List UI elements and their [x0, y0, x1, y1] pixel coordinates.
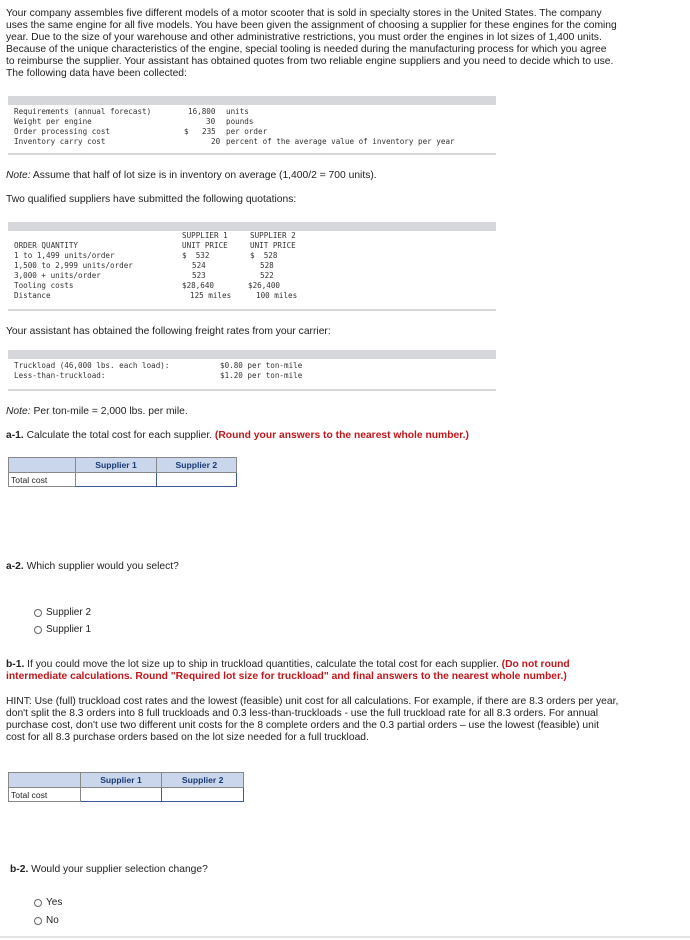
intro-line: to reimburse the supplier. Your assistant has obtained quotes from two reliable engine suppliers and you need to decide which to use.	[6, 56, 614, 67]
quote-header-supplier2: SUPPLIER 2	[250, 231, 296, 240]
question-b1-line2: intermediate calculations. Round "Required lot size for truckload" and final answers to the nearest whole number.)	[6, 671, 567, 682]
total-cost-supplier1-cell	[76, 473, 156, 487]
radio-option-no[interactable]	[34, 915, 59, 927]
quote-row-label: 1,500 to 2,999 units/order	[14, 261, 133, 270]
quote-row-s2: $ 528	[250, 251, 278, 260]
quote-row-label: 1 to 1,499 units/order	[14, 251, 115, 260]
quote-row-label: Distance	[14, 291, 51, 300]
note-ton-mile	[6, 406, 188, 418]
answer-table-a1	[8, 457, 237, 487]
hint-line: don't split the 8.3 orders into 8 full truckloads and 0.3 less-than-truckloads - use the full truckload rate for all 8.3 orders. For annual	[6, 708, 599, 719]
quote-header-unit-price: UNIT PRICE	[182, 241, 228, 250]
intro-line: The following data have been collected:	[6, 68, 187, 79]
question-a2	[6, 561, 179, 573]
question-text: If you could move the lot size up to ship in truckload quantities, calculate the total cost for each supplier.	[24, 659, 502, 670]
intro-line: Because of the unique characteristics of the engine, special tooling is needed during the manufacturing process for which you agree	[6, 44, 607, 55]
question-a1	[6, 430, 469, 442]
radio-circle[interactable]	[34, 899, 42, 907]
freight-label: Less-than-truckload:	[14, 371, 106, 380]
intro-line: year. Due to the size of your warehouse and other administrative restrictions, you must order the engines in lot sizes of 1,400 units.	[6, 32, 602, 43]
question-instruction: (Do not round	[501, 659, 570, 670]
freight-value: $0.80 per ton-mile	[220, 361, 303, 370]
quote-row-s1: 523	[192, 271, 206, 280]
quotations-table	[8, 222, 496, 311]
column-header-supplier2: Supplier 2	[162, 773, 244, 788]
radio-label: Supplier 1	[46, 624, 92, 635]
freight-table	[8, 350, 496, 391]
quote-row-label: 3,000 + units/order	[14, 271, 101, 280]
truckload-cost-supplier1-cell	[80, 788, 162, 802]
req-prefix: $	[184, 127, 189, 136]
question-label: b-1.	[6, 659, 25, 670]
radio-option-supplier2[interactable]	[34, 607, 91, 619]
freight-intro: Your assistant has obtained the following freight rates from your carrier:	[6, 326, 331, 337]
note-text: Per ton-mile = 2,000 lbs. per mile.	[30, 406, 188, 417]
question-text: Calculate the total cost for each supplier.	[23, 430, 215, 441]
question-label: b-2.	[10, 864, 29, 875]
total-cost-supplier2-input[interactable]	[157, 473, 236, 485]
quote-row-s1: $28,640	[182, 281, 215, 290]
quote-row-s1: $ 532	[182, 251, 210, 260]
freight-label: Truckload (46,000 lbs. each load):	[14, 361, 170, 370]
quote-row-s1: 524	[192, 261, 206, 270]
radio-label: Supplier 2	[46, 607, 92, 618]
truckload-cost-supplier1-input[interactable]	[81, 788, 162, 800]
req-label: Weight per engine	[14, 117, 92, 126]
req-unit: percent of the average value of inventory per year	[226, 137, 455, 146]
hint-line: HINT: Use (full) truckload cost rates and the lowest (feasible) unit cost for all calculations. For example, if there are 8.3 orders per year,	[6, 696, 619, 707]
truckload-cost-supplier2-cell	[162, 788, 244, 802]
note-prefix: Note:	[6, 406, 31, 417]
req-unit: units	[226, 107, 249, 116]
row-label-total-cost: Total cost	[9, 788, 81, 802]
quote-row-s2: 528	[260, 261, 274, 270]
req-value: 20	[211, 137, 221, 146]
hint-line: purchase cost, don't use two different unit costs for the 8 complete orders and the 0.3 partial orders – use the lowest (feasible) unit	[6, 720, 600, 731]
radio-circle[interactable]	[34, 626, 42, 634]
quote-row-s2: 100 miles	[256, 291, 298, 300]
radio-option-yes[interactable]	[34, 897, 62, 909]
req-label: Order processing cost	[14, 127, 111, 136]
bottom-divider	[0, 936, 690, 938]
req-label: Requirements (annual forecast)	[14, 107, 152, 116]
intro-line: uses the same engine for all five models. You have been given the assignment of choosing a supplier for these engines for the coming	[6, 20, 617, 31]
question-label: a-1.	[6, 430, 24, 441]
freight-value: $1.20 per ton-mile	[220, 371, 303, 380]
total-cost-supplier2-cell	[156, 473, 236, 487]
quote-row-label: Tooling costs	[14, 281, 74, 290]
answer-table-b1	[8, 772, 244, 802]
req-value: 235	[202, 127, 216, 136]
note-text: Assume that half of lot size is in inventory on average (1,400/2 = 700 units).	[30, 170, 377, 181]
quote-header-supplier1: SUPPLIER 1	[182, 231, 228, 240]
radio-circle[interactable]	[34, 609, 42, 617]
total-cost-supplier1-input[interactable]	[76, 473, 155, 485]
quote-header-order-qty: ORDER QUANTITY	[14, 241, 79, 250]
req-unit: per order	[226, 127, 268, 136]
req-unit: pounds	[226, 117, 254, 126]
quotations-intro: Two qualified suppliers have submitted the following quotations:	[6, 194, 297, 205]
quote-row-s2: 522	[260, 271, 274, 280]
column-header-supplier1: Supplier 1	[80, 773, 162, 788]
question-instruction: (Round your answers to the nearest whole number.)	[214, 430, 469, 441]
question-label: a-2.	[6, 561, 24, 572]
quote-row-s1: 125 miles	[190, 291, 232, 300]
question-text: Which supplier would you select?	[23, 561, 179, 572]
req-value: 16,800	[188, 107, 216, 116]
quote-header-unit-price: UNIT PRICE	[250, 241, 296, 250]
quote-row-s2: $26,400	[248, 281, 281, 290]
question-b2	[10, 864, 208, 876]
table-corner	[9, 773, 81, 788]
table-corner	[9, 458, 76, 473]
note-prefix: Note:	[6, 170, 31, 181]
note-lot-size	[6, 170, 377, 182]
radio-label: Yes	[46, 897, 63, 908]
column-header-supplier2: Supplier 2	[156, 458, 236, 473]
hint-line: cost for all 8.3 purchase orders based on the lot size needed for a full truckload.	[6, 732, 369, 743]
truckload-cost-supplier2-input[interactable]	[162, 788, 243, 800]
intro-line: Your company assembles five different models of a motor scooter that is sold in specialty stores in the United States. The company	[6, 8, 602, 19]
requirements-table	[8, 96, 496, 155]
radio-label: No	[46, 915, 59, 926]
radio-circle[interactable]	[34, 917, 42, 925]
req-label: Inventory carry cost	[14, 137, 106, 146]
row-label-total-cost: Total cost	[9, 473, 76, 487]
column-header-supplier1: Supplier 1	[76, 458, 156, 473]
question-text: Would your supplier selection change?	[28, 864, 208, 875]
radio-option-supplier1[interactable]	[34, 624, 91, 636]
question-b1-line1	[6, 659, 570, 671]
req-value: 30	[206, 117, 216, 126]
